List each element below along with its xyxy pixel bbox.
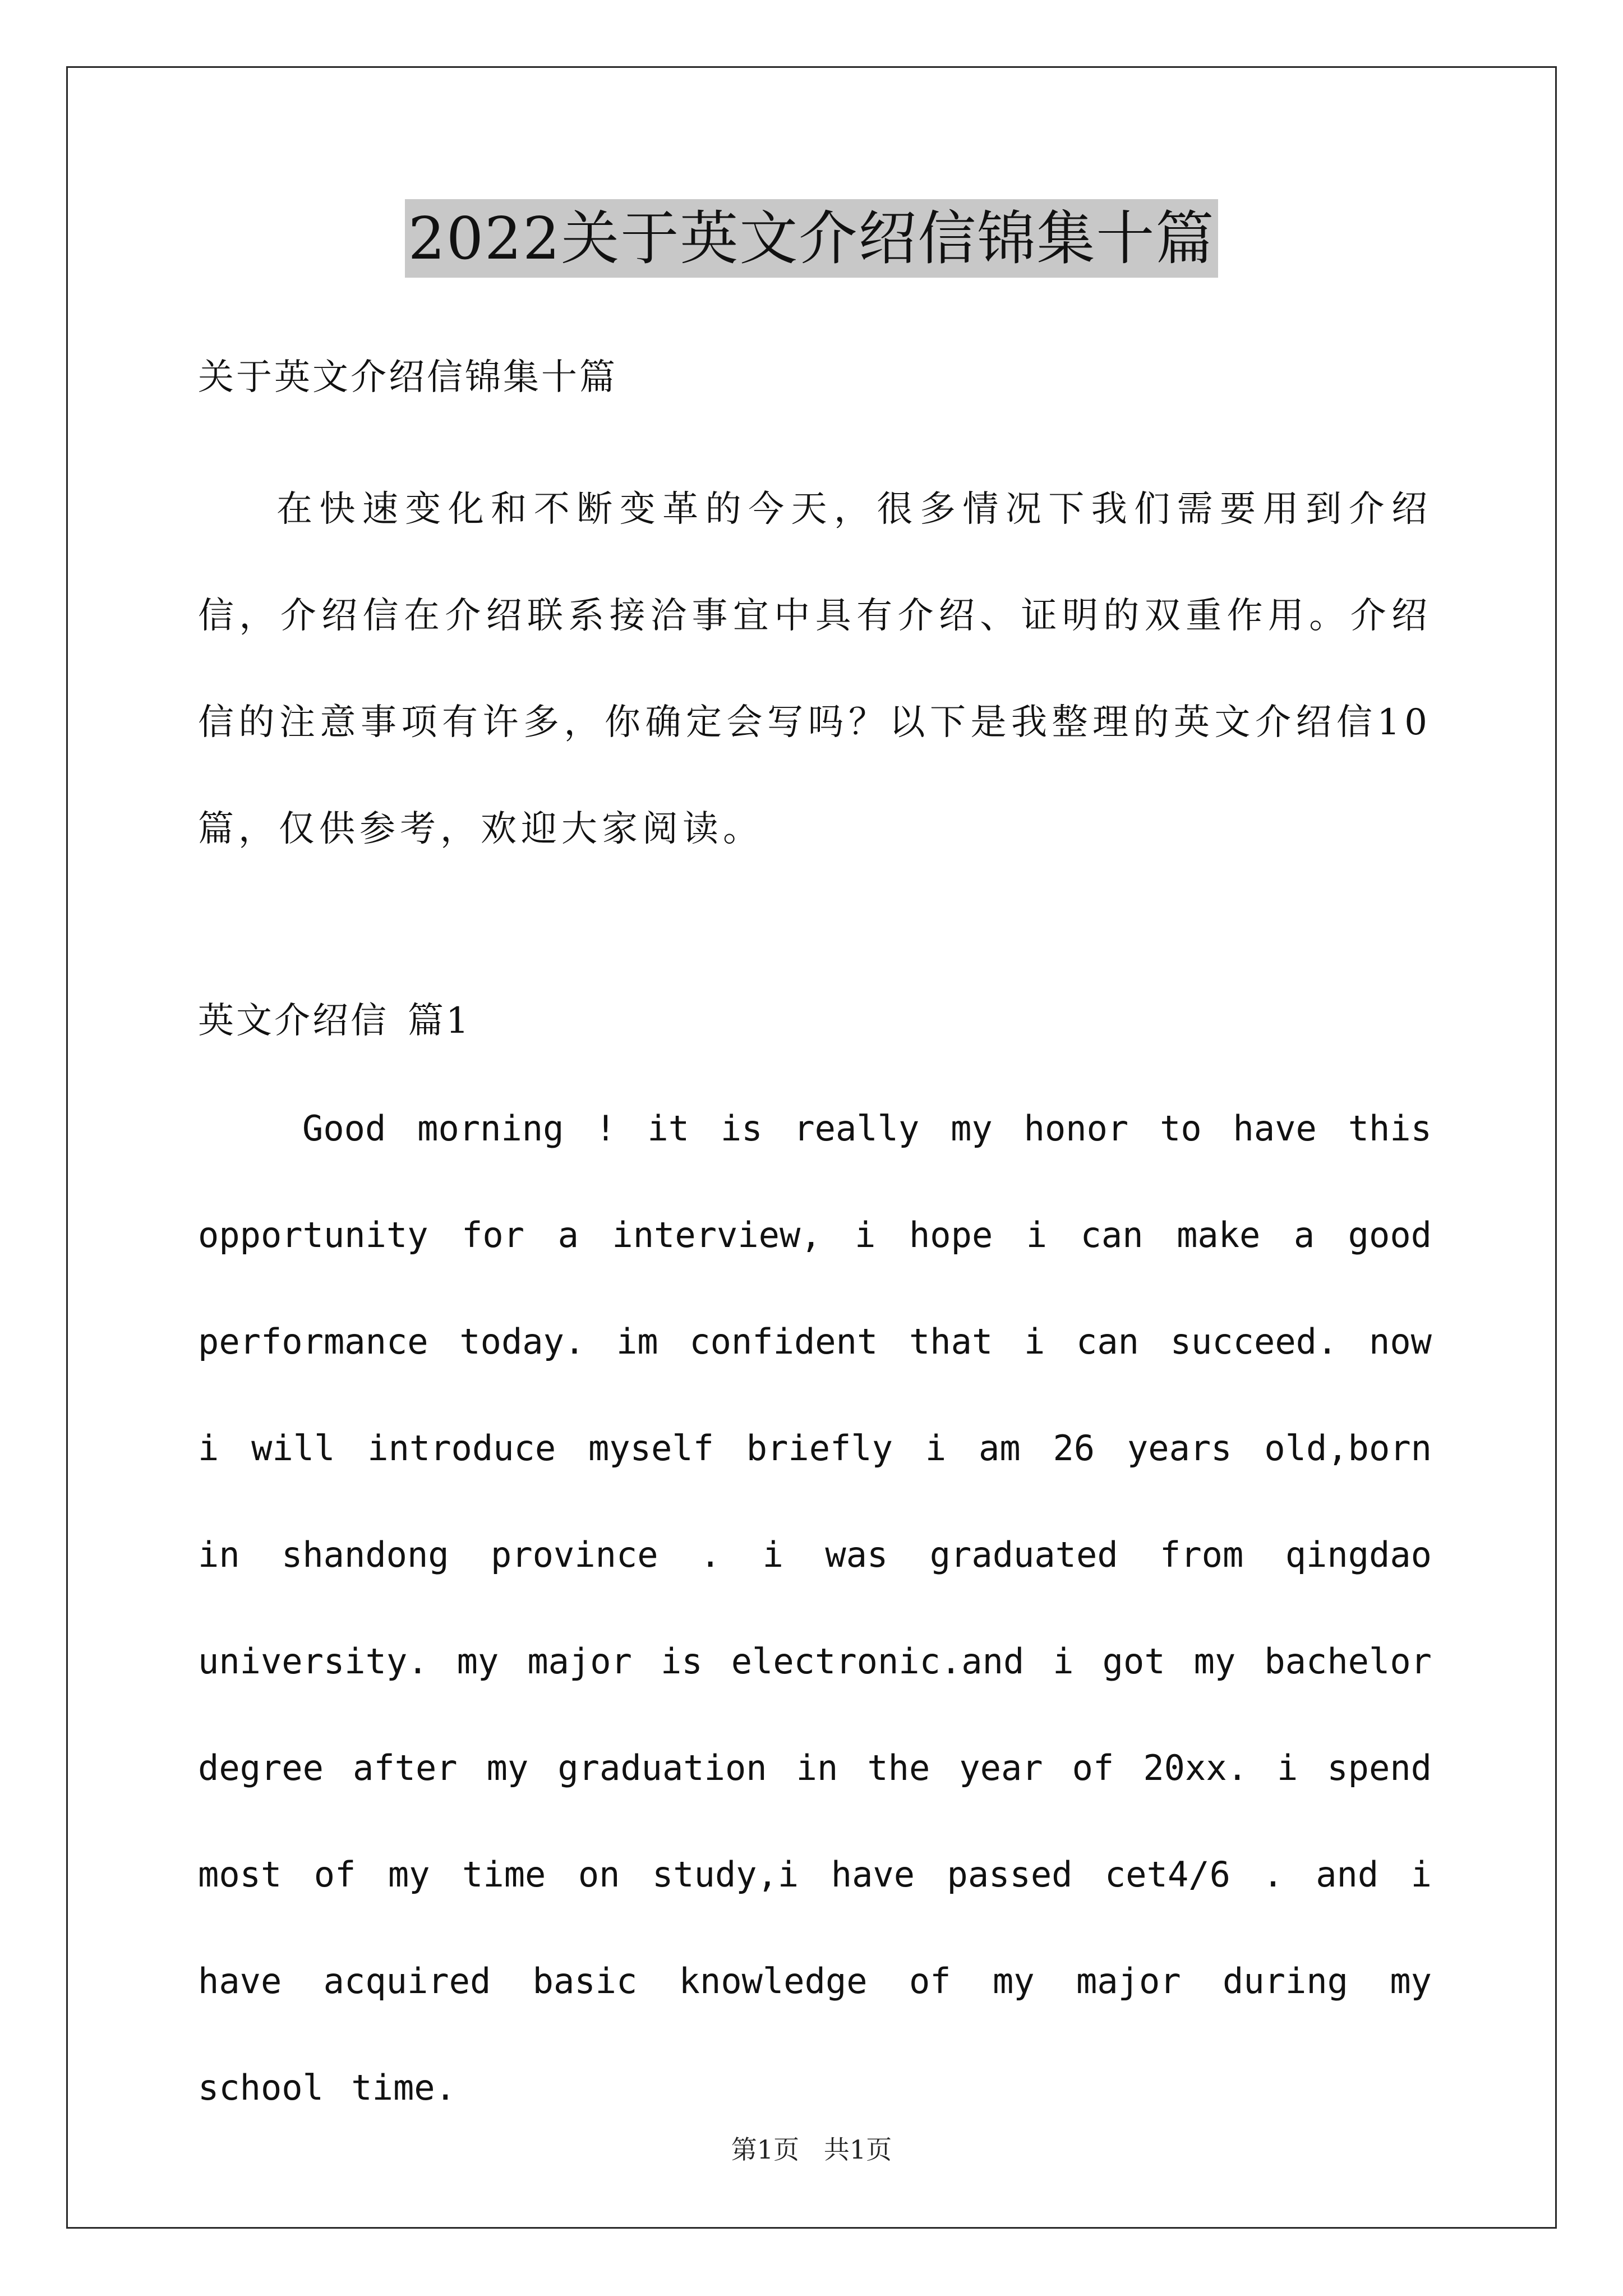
section-heading [198,994,471,1048]
intro-paragraph: 在快速变化和不断变革的今天，很多情况下我们需要用到介绍信，介绍信在介绍联系接洽事宜中具有介绍、证明的双重作用。介绍信的注意事项有许多，你确定会写吗？以下是我整理的英文介绍信10篇，仅供参考，欢迎大家阅读。 [198,489,1432,850]
page-footer: 第1页 共1页 [731,2134,892,2165]
section-heading-number: 篇1 [408,1000,471,1042]
document-subtitle: 关于英文介绍信锦集十篇 [198,357,617,398]
title-container [0,199,1623,278]
section-heading-label: 英文介绍信 [198,1000,389,1042]
document-title: 2022关于英文介绍信锦集十篇 [405,199,1219,278]
english-letter-paragraph: Good morning ! it is really my honor to have this opportunity for a interview, i hope i can make a good performance today. im confident that i can succeed. now i will introduce myself briefly i am 26 years old,born in shandong province . i was graduated from qingdao university. my major is electronic.and i got my bachelor degree after my graduation in the year of 20xx. i spend most of my time on study,i have passed cet4/6 . and i have acquired basic knowledge of my major during my school time. [198,1108,1432,2108]
